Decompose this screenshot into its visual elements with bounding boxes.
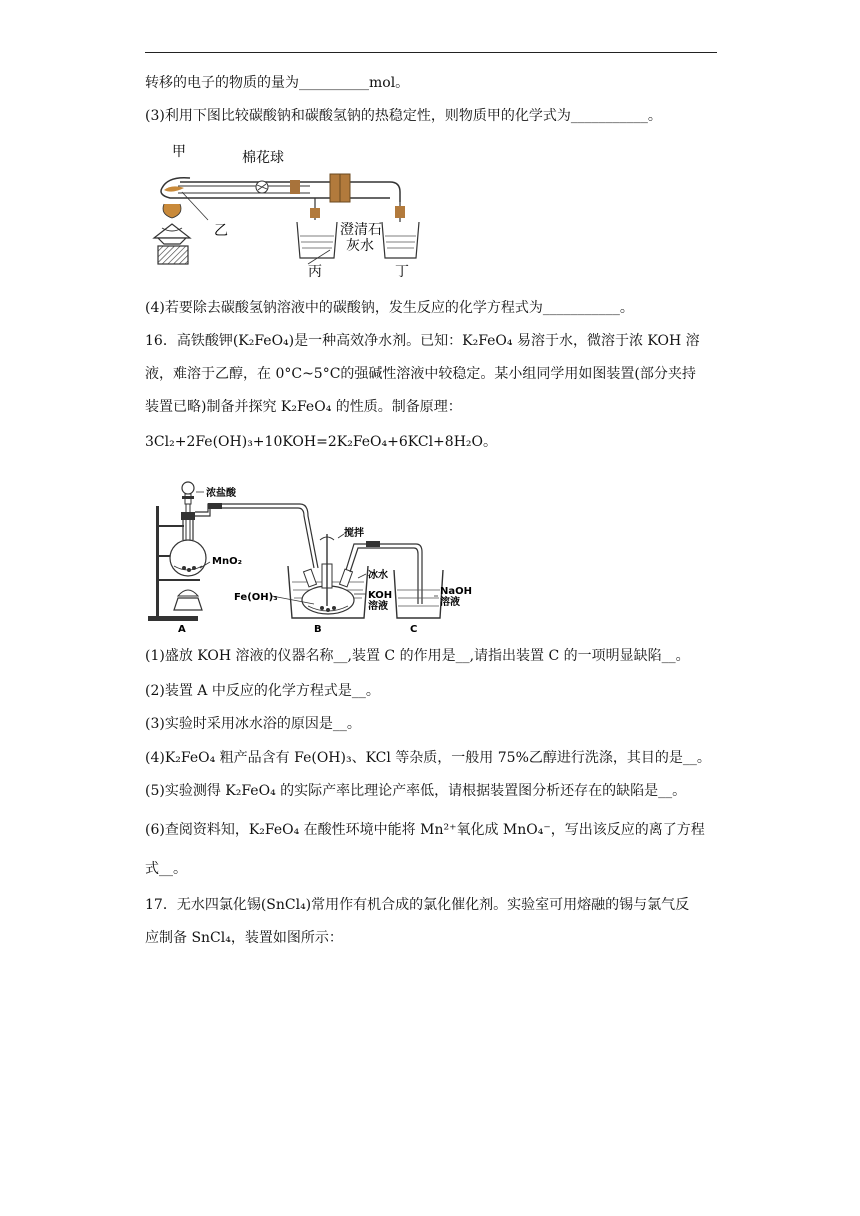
label-naoh-2: 溶液: [440, 597, 460, 608]
label-cotton-ball: 棉花球: [242, 150, 284, 166]
question-17-line-2: 应制备 SnCl₄，装置如图所示：: [145, 930, 343, 946]
question-16-line-3: 装置已略)制备并探究 K₂FeO₄ 的性质。制备原理：: [145, 399, 462, 415]
label-ding: 丁: [395, 264, 409, 280]
label-bing: 丙: [308, 264, 322, 280]
sub-question-6: (6)查阅资料知，K₂FeO₄ 在酸性环境中能将 Mn²⁺氧化成 MnO₄⁻，写出该反应的离了方程: [145, 822, 705, 838]
label-naoh-1: NaOH: [440, 586, 472, 597]
question-16-line-2: 液，难溶于乙醇，在 0°C~5°C的强碱性溶液中较稳定。某小组同学用如图装置(部分夹持: [145, 366, 696, 382]
reaction-equation: 3Cl₂+2Fe(OH)₃+10KOH=2K₂FeO₄+6KCl+8H₂O。: [145, 434, 497, 450]
question-3: (3)利用下图比较碳酸钠和碳酸氢钠的热稳定性，则物质甲的化学式为___________。: [145, 108, 662, 124]
label-stirring: 搅拌: [344, 528, 364, 539]
label-c: C: [410, 624, 418, 635]
sub-question-4: (4)K₂FeO₄ 粗产品含有 Fe(OH)₃、KCl 等杂质，一般用 75%乙醇进行洗涤，其目的是__。: [145, 750, 711, 766]
sub-question-6-cont: 式__。: [145, 861, 187, 877]
label-feoh3: Fe(OH)₃: [234, 592, 278, 603]
question-16-line-1: 16．高铁酸钾(K₂FeO₄)是一种高效净水剂。已知：K₂FeO₄ 易溶于水，微溶于浓 KOH 溶: [145, 333, 700, 349]
sub-question-3: (3)实验时采用冰水浴的原因是__。: [145, 716, 361, 732]
sub-question-1: (1)盛放 KOH 溶液的仪器名称__,装置 C 的作用是__,请指出装置 C 的一项明显缺陷__。: [145, 648, 690, 664]
label-koh-2: 溶液: [368, 601, 388, 612]
label-limewater-1: 澄清石: [340, 222, 382, 238]
question-4: (4)若要除去碳酸氢钠溶液中的碳酸钠，发生反应的化学方程式为___________。: [145, 300, 634, 316]
label-jia: 甲: [172, 144, 186, 160]
label-mno2: MnO₂: [212, 556, 242, 567]
question-17-line-1: 17．无水四氯化锡(SnCl₄)常用作有机合成的氯化催化剂。实验室可用熔融的锡与氯气反: [145, 897, 690, 913]
figure-thermal-stability: [150, 140, 430, 280]
header-rule: [145, 52, 717, 53]
label-limewater-2: 灰水: [346, 238, 374, 254]
sub-question-5: (5)实验测得 K₂FeO₄ 的实际产率比理论产率低，请根据装置图分析还存在的缺陷是__。: [145, 783, 687, 799]
label-ice-water: 冰水: [368, 570, 388, 581]
label-yi: 乙: [214, 223, 228, 239]
label-a: A: [178, 624, 186, 635]
text-line-1: 转移的电子的物质的量为__________mol。: [145, 75, 410, 91]
label-conc-hcl: 浓盐酸: [206, 488, 236, 499]
sub-question-2: (2)装置 A 中反应的化学方程式是__。: [145, 683, 380, 699]
label-koh-1: KOH: [368, 590, 393, 601]
label-b: B: [314, 624, 322, 635]
figure-k2feo4-apparatus: [148, 478, 478, 638]
